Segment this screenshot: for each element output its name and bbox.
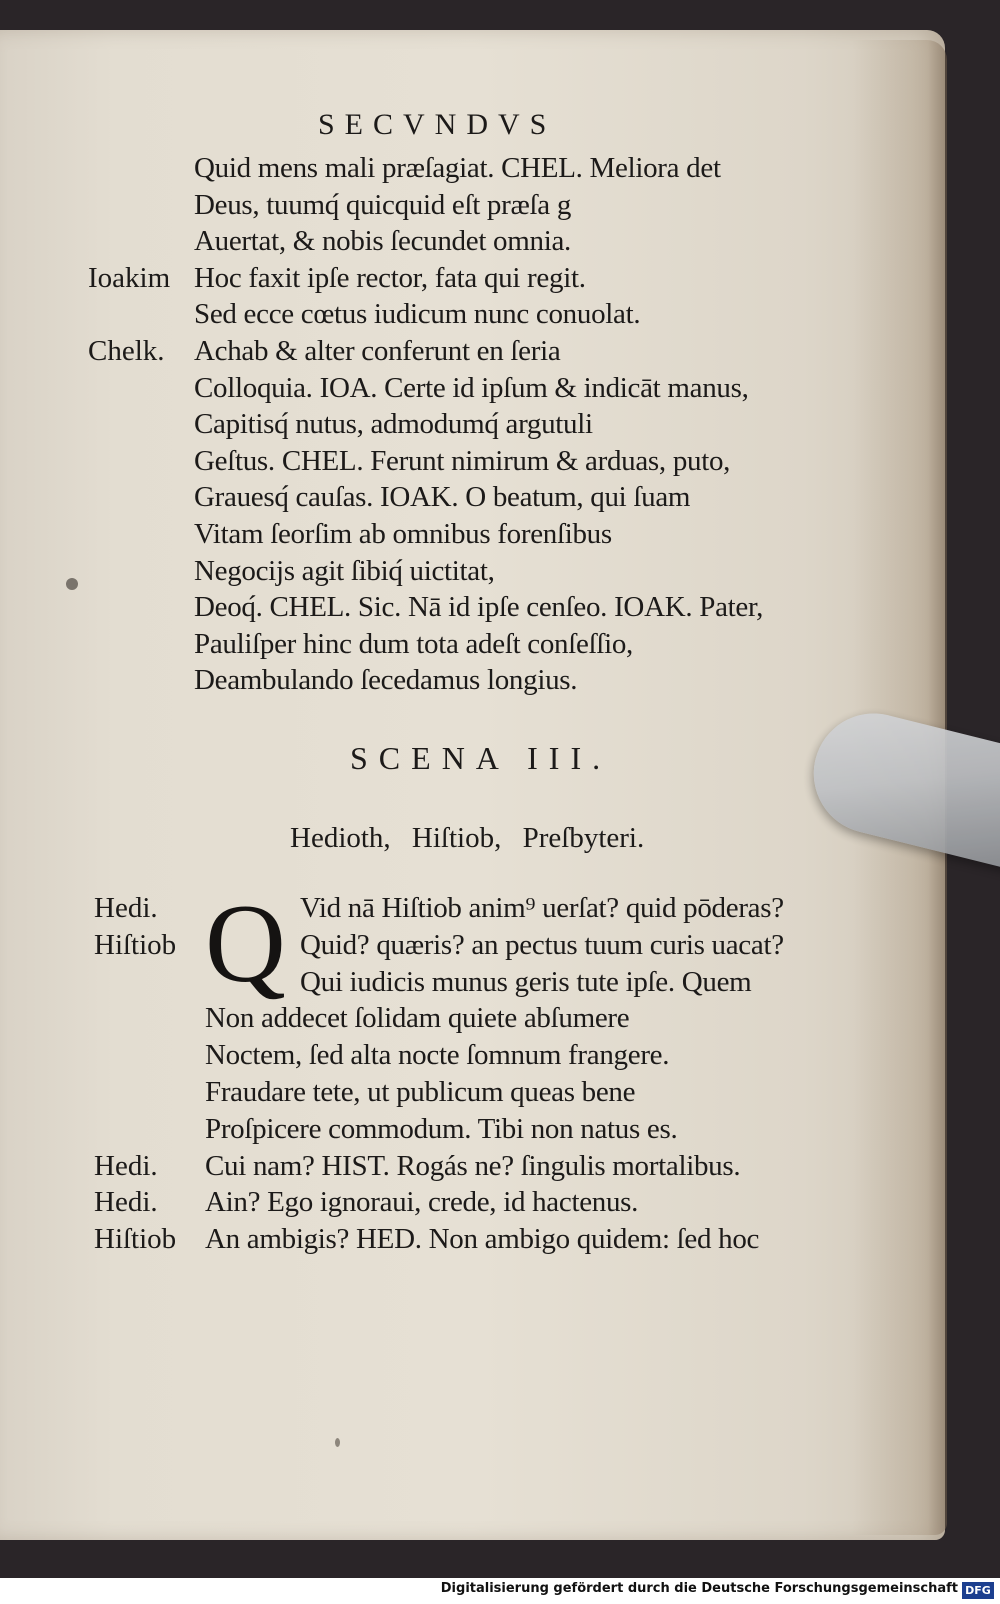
verse-bottom-line: Non addecet ſolidam quiete abſumere <box>205 1002 630 1035</box>
verse-top-line: Hoc faxit ipſe rector, fata qui regit. <box>194 261 586 294</box>
scene-cast: Hedioth, Hiſtiob, Preſbyteri. <box>290 822 645 854</box>
verse-top-line: Colloquia. IOA. Certe id ipſum & indicāt manus, <box>194 371 749 404</box>
verse-top-line: Achab & alter conferunt en ſeria <box>194 335 561 367</box>
speaker-label: Hiſtiob <box>94 928 177 961</box>
speaker-label: Ioakim <box>88 261 171 294</box>
speaker-label: Hedi. <box>94 1149 158 1182</box>
verse-top-line: Deoq́. CHEL. Sic. Nā id ipſe cenſeo. IOAK. Pater, <box>194 591 764 624</box>
verse-top-line: Quid mens mali præſagiat. CHEL. Meliora det <box>194 152 721 184</box>
drop-cap: Q <box>205 882 286 1006</box>
running-head: SECVNDVS <box>318 108 557 141</box>
speaker-label: Chelk. <box>88 335 165 367</box>
verse-top-line: Pauliſper hinc dum tota adeſt conſeſſio, <box>194 627 634 660</box>
footer-bar <box>0 1578 1000 1604</box>
footer-credit: Digitalisierung gefördert durch die Deutsche Forschungsgemeinschaft <box>440 1581 958 1596</box>
verse-top-line: Deus, tuumq́ quicquid eſt præſa g <box>194 188 572 221</box>
verse-bottom-line: Qui iudicis munus geris tute ipſe. Quem <box>300 965 752 998</box>
page-blemish <box>335 1438 340 1447</box>
verse-top-line: Negocijs agit ſibiq́ uictitat, <box>194 554 495 587</box>
verse-top-line: Deambulando ſecedamus longius. <box>194 664 578 697</box>
verse-bottom-line: Quid? quæris? an pectus tuum curis uacat? <box>300 928 784 961</box>
page-blemish <box>66 578 78 590</box>
verse-bottom-line: Cui nam? HIST. Rogás ne? ſingulis mortalibus. <box>205 1149 741 1182</box>
speaker-label: Hiſtiob <box>94 1223 177 1256</box>
scene-title: SCENA III. <box>350 740 612 776</box>
verse-bottom-line: Vid nā Hiſtiob anim⁹ uerſat? quid pōderas? <box>300 892 784 924</box>
verse-top-line: Geſtus. CHEL. Ferunt nimirum & arduas, puto, <box>194 444 731 477</box>
verse-top-line: Sed ecce cœtus iudicum nunc conuolat. <box>194 298 641 331</box>
verse-top-line: Auertat, & nobis ſecundet omnia. <box>194 225 571 258</box>
verse-bottom-line: Fraudare tete, ut publicum queas bene <box>205 1076 636 1108</box>
verse-top-line: Grauesq́ cauſas. IOAK. O beatum, qui ſuam <box>194 481 691 514</box>
verse-bottom-line: Noctem, ſed alta nocte ſomnum frangere. <box>205 1039 670 1072</box>
verse-top-line: Capitisq́ nutus, admodumq́ argutuli <box>194 408 593 441</box>
dfg-logo: DFG <box>962 1582 994 1599</box>
verse-bottom-line: An ambigis? HED. Non ambigo quidem: ſed hoc <box>205 1223 760 1256</box>
speaker-label: Hedi. <box>94 892 158 924</box>
speaker-label: Hedi. <box>94 1186 158 1219</box>
verse-bottom-line: Ain? Ego ignoraui, crede, id hactenus. <box>205 1186 639 1219</box>
verse-bottom-line: Proſpicere commodum. Tibi non natus es. <box>205 1112 678 1145</box>
verse-top-line: Vitam ſeorſim ab omnibus forenſibus <box>194 518 612 550</box>
